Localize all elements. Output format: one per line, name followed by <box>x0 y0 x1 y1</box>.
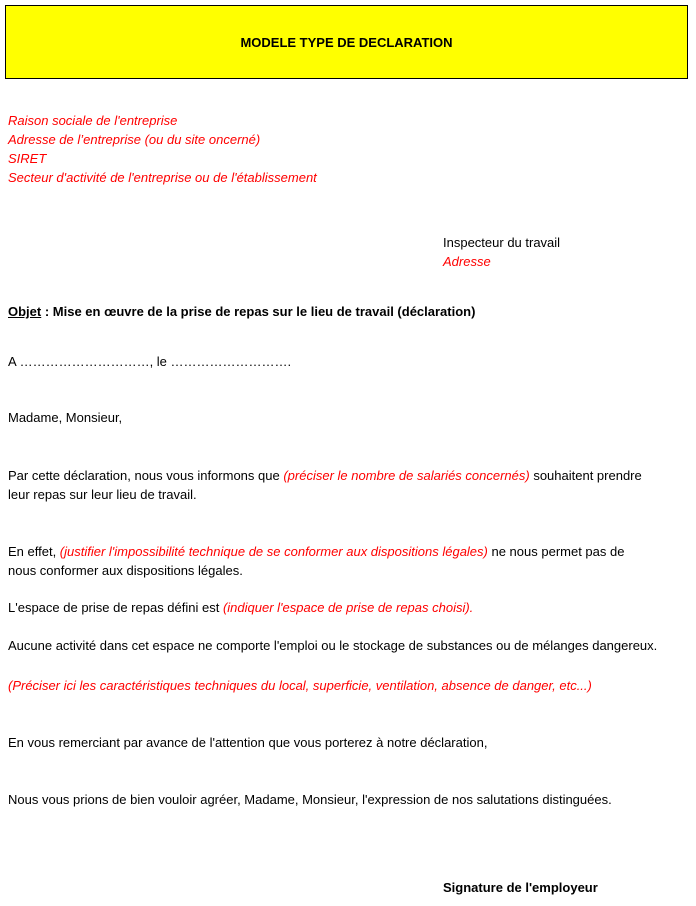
salutation: Madame, Monsieur, <box>8 410 123 425</box>
paragraph-thanks: En vous remerciant par avance de l'attention que vous porterez à notre déclaration, <box>8 735 488 750</box>
space-placeholder: (indiquer l'espace de prise de repas choisi). <box>222 600 474 615</box>
paragraph-employees-text: Par cette déclaration, nous vous informons que <box>8 468 284 483</box>
technical-characteristics-placeholder: (Préciser ici les caractéristiques techniques du local, superficie, ventilation, absence de danger, etc...) <box>8 678 592 693</box>
title-banner <box>5 5 688 79</box>
paragraph-justification-line1 <box>8 542 624 561</box>
recipient-address-placeholder: Adresse <box>443 254 491 269</box>
closing-formula: Nous vous prions de bien vouloir agréer, Madame, Monsieur, l'expression de nos salutations distinguées. <box>8 792 612 807</box>
paragraph-justification-text-end: ne nous permet pas de <box>487 544 625 559</box>
recipient-title: Inspecteur du travail <box>443 235 561 250</box>
employees-count-placeholder: (préciser le nombre de salariés concernés) <box>283 468 530 483</box>
paragraph-employees-line1 <box>8 466 642 485</box>
paragraph-space-text: L'espace de prise de repas défini est <box>8 600 223 615</box>
paragraph-no-danger: Aucune activité dans cet espace ne comporte l'emploi ou le stockage de substances ou de mélanges dangereux. <box>8 638 658 653</box>
subject-line <box>8 302 475 321</box>
siret-placeholder: SIRET <box>8 151 47 166</box>
employer-signature-label: Signature de l'employeur <box>443 880 598 895</box>
company-name-placeholder: Raison sociale de l'entreprise <box>8 113 178 128</box>
justification-placeholder: (justifier l'impossibilité technique de se conformer aux dispositions légales) <box>59 544 488 559</box>
subject-text: : Mise en œuvre de la prise de repas sur le lieu de travail (déclaration) <box>41 304 476 319</box>
sector-placeholder: Secteur d'activité de l'entreprise ou de l'établissement <box>8 170 317 185</box>
document-title: MODELE TYPE DE DECLARATION <box>240 34 453 50</box>
paragraph-employees-text-end: souhaitent prendre <box>529 468 642 483</box>
paragraph-employees-line2: leur repas sur leur lieu de travail. <box>8 487 197 502</box>
company-address-placeholder: Adresse de l’entreprise (ou du site oncerné) <box>8 132 261 147</box>
paragraph-space-line <box>8 598 473 617</box>
subject-label: Objet <box>8 304 42 319</box>
paragraph-justification-text: En effet, <box>8 544 60 559</box>
place-date-line: A …………………………, le ………………………. <box>8 354 292 369</box>
paragraph-justification-line2: nous conformer aux dispositions légales. <box>8 563 243 578</box>
